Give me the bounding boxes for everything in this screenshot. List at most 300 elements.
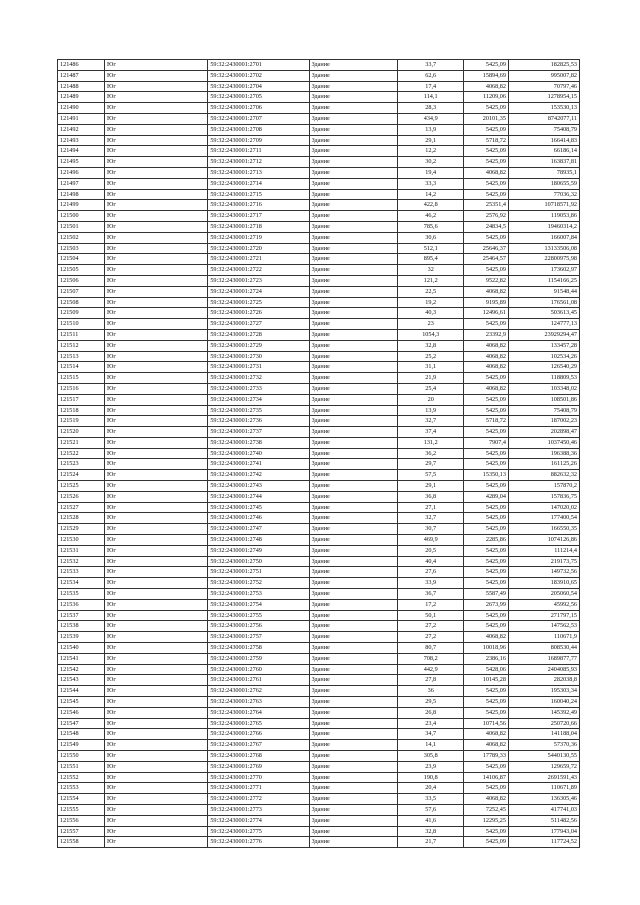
cadastral-value-cell: 882632,32 bbox=[508, 470, 579, 481]
object-type-cell: Здание bbox=[309, 491, 398, 502]
object-type-cell: Здание bbox=[309, 351, 398, 362]
row-number-cell: 121488 bbox=[58, 81, 105, 92]
object-type-cell: Здание bbox=[309, 459, 398, 470]
row-number-cell: 121491 bbox=[58, 113, 105, 124]
cadastral-number-cell: 59:32:2430001:2771 bbox=[208, 783, 309, 794]
cadastral-value-cell: 163837,81 bbox=[508, 157, 579, 168]
table-row bbox=[58, 92, 580, 103]
cadastral-value-cell: 10718571,92 bbox=[508, 200, 579, 211]
area-cell: 21,9 bbox=[398, 373, 464, 384]
area-cell: 33,9 bbox=[398, 578, 464, 589]
cadastral-value-cell: 157870,2 bbox=[508, 481, 579, 492]
unit-value-cell: 5425,09 bbox=[464, 697, 509, 708]
cadastral-value-cell: 78935,1 bbox=[508, 167, 579, 178]
unit-value-cell: 5425,09 bbox=[464, 502, 509, 513]
district-cell: Юг bbox=[104, 308, 207, 319]
district-cell: Юг bbox=[104, 135, 207, 146]
row-number-cell: 121508 bbox=[58, 297, 105, 308]
district-cell: Юг bbox=[104, 211, 207, 222]
district-cell: Юг bbox=[104, 556, 207, 567]
cadastral-value-cell: 205060,54 bbox=[508, 589, 579, 600]
unit-value-cell: 5425,09 bbox=[464, 707, 509, 718]
district-cell: Юг bbox=[104, 437, 207, 448]
table-row bbox=[58, 232, 580, 243]
area-cell: 37,4 bbox=[398, 427, 464, 438]
district-cell: Юг bbox=[104, 146, 207, 157]
cadastral-value-cell: 110671,89 bbox=[508, 783, 579, 794]
district-cell: Юг bbox=[104, 610, 207, 621]
cadastral-number-cell: 59:32:2430001:2755 bbox=[208, 610, 309, 621]
unit-value-cell: 5425,09 bbox=[464, 459, 509, 470]
cadastral-number-cell: 59:32:2430001:2742 bbox=[208, 470, 309, 481]
area-cell: 442,9 bbox=[398, 664, 464, 675]
cadastral-value-cell: 195303,34 bbox=[508, 686, 579, 697]
row-number-cell: 121534 bbox=[58, 578, 105, 589]
unit-value-cell: 5425,09 bbox=[464, 232, 509, 243]
table-row bbox=[58, 362, 580, 373]
object-type-cell: Здание bbox=[309, 146, 398, 157]
unit-value-cell: 5425,09 bbox=[464, 448, 509, 459]
table-row bbox=[58, 697, 580, 708]
unit-value-cell: 7252,45 bbox=[464, 804, 509, 815]
unit-value-cell: 5425,09 bbox=[464, 427, 509, 438]
cadastral-number-cell: 59:32:2430001:2709 bbox=[208, 135, 309, 146]
unit-value-cell: 25464,57 bbox=[464, 254, 509, 265]
table-row bbox=[58, 826, 580, 837]
object-type-cell: Здание bbox=[309, 632, 398, 643]
district-cell: Юг bbox=[104, 545, 207, 556]
table-row bbox=[58, 167, 580, 178]
cadastral-number-cell: 59:32:2430001:2734 bbox=[208, 394, 309, 405]
table-row bbox=[58, 718, 580, 729]
cadastral-value-cell: 282038,8 bbox=[508, 675, 579, 686]
area-cell: 469,9 bbox=[398, 535, 464, 546]
cadastral-value-cell: 147020,02 bbox=[508, 502, 579, 513]
cadastral-number-cell: 59:32:2430001:2769 bbox=[208, 761, 309, 772]
unit-value-cell: 2576,92 bbox=[464, 211, 509, 222]
district-cell: Юг bbox=[104, 200, 207, 211]
row-number-cell: 121499 bbox=[58, 200, 105, 211]
district-cell: Юг bbox=[104, 729, 207, 740]
cadastral-value-cell: 126540,29 bbox=[508, 362, 579, 373]
unit-value-cell: 5425,09 bbox=[464, 524, 509, 535]
table-row bbox=[58, 254, 580, 265]
cadastral-value-cell: 196388,36 bbox=[508, 448, 579, 459]
object-type-cell: Здание bbox=[309, 707, 398, 718]
area-cell: 14,2 bbox=[398, 189, 464, 200]
cadastral-value-cell: 75408,79 bbox=[508, 405, 579, 416]
table-row bbox=[58, 751, 580, 762]
object-type-cell: Здание bbox=[309, 232, 398, 243]
cadastral-number-cell: 59:32:2430001:2754 bbox=[208, 599, 309, 610]
cadastral-number-cell: 59:32:2430001:2745 bbox=[208, 502, 309, 513]
object-type-cell: Здание bbox=[309, 340, 398, 351]
row-number-cell: 121542 bbox=[58, 664, 105, 675]
object-type-cell: Здание bbox=[309, 589, 398, 600]
unit-value-cell: 5425,09 bbox=[464, 621, 509, 632]
row-number-cell: 121498 bbox=[58, 189, 105, 200]
object-type-cell: Здание bbox=[309, 653, 398, 664]
object-type-cell: Здание bbox=[309, 578, 398, 589]
district-cell: Юг bbox=[104, 632, 207, 643]
cadastral-number-cell: 59:32:2430001:2719 bbox=[208, 232, 309, 243]
area-cell: 27,2 bbox=[398, 621, 464, 632]
table-row bbox=[58, 459, 580, 470]
cadastral-value-cell: 22800975,98 bbox=[508, 254, 579, 265]
district-cell: Юг bbox=[104, 815, 207, 826]
unit-value-cell: 4068,82 bbox=[464, 286, 509, 297]
object-type-cell: Здание bbox=[309, 621, 398, 632]
table-row bbox=[58, 686, 580, 697]
cadastral-value-cell: 219173,75 bbox=[508, 556, 579, 567]
district-cell: Юг bbox=[104, 103, 207, 114]
area-cell: 12,2 bbox=[398, 146, 464, 157]
table-row bbox=[58, 124, 580, 135]
unit-value-cell: 5425,09 bbox=[464, 556, 509, 567]
cadastral-number-cell: 59:32:2430001:2713 bbox=[208, 167, 309, 178]
area-cell: 32,8 bbox=[398, 826, 464, 837]
object-type-cell: Здание bbox=[309, 308, 398, 319]
district-cell: Юг bbox=[104, 459, 207, 470]
unit-value-cell: 5425,09 bbox=[464, 103, 509, 114]
object-type-cell: Здание bbox=[309, 664, 398, 675]
cadastral-number-cell: 59:32:2430001:2759 bbox=[208, 653, 309, 664]
cadastral-number-cell: 59:32:2430001:2733 bbox=[208, 383, 309, 394]
row-number-cell: 121486 bbox=[58, 60, 105, 71]
cadastral-number-cell: 59:32:2430001:2749 bbox=[208, 545, 309, 556]
row-number-cell: 121515 bbox=[58, 373, 105, 384]
cadastral-value-cell: 124777,13 bbox=[508, 319, 579, 330]
cadastral-number-cell: 59:32:2430001:2774 bbox=[208, 815, 309, 826]
table-row bbox=[58, 589, 580, 600]
district-cell: Юг bbox=[104, 599, 207, 610]
table-row bbox=[58, 783, 580, 794]
cadastral-number-cell: 59:32:2430001:2735 bbox=[208, 405, 309, 416]
cadastral-value-cell: 511482,56 bbox=[508, 815, 579, 826]
table-row bbox=[58, 837, 580, 848]
cadastral-value-cell: 417741,03 bbox=[508, 804, 579, 815]
area-cell: 19,4 bbox=[398, 167, 464, 178]
unit-value-cell: 5428,06 bbox=[464, 664, 509, 675]
row-number-cell: 121494 bbox=[58, 146, 105, 157]
unit-value-cell: 5425,09 bbox=[464, 265, 509, 276]
cadastral-number-cell: 59:32:2430001:2723 bbox=[208, 275, 309, 286]
area-cell: 1054,3 bbox=[398, 329, 464, 340]
cadastral-number-cell: 59:32:2430001:2731 bbox=[208, 362, 309, 373]
table-row bbox=[58, 761, 580, 772]
district-cell: Юг bbox=[104, 243, 207, 254]
object-type-cell: Здание bbox=[309, 243, 398, 254]
cadastral-number-cell: 59:32:2430001:2770 bbox=[208, 772, 309, 783]
unit-value-cell: 5425,09 bbox=[464, 178, 509, 189]
cadastral-number-cell: 59:32:2430001:2704 bbox=[208, 81, 309, 92]
unit-value-cell: 4068,82 bbox=[464, 362, 509, 373]
cadastral-number-cell: 59:32:2430001:2729 bbox=[208, 340, 309, 351]
row-number-cell: 121500 bbox=[58, 211, 105, 222]
row-number-cell: 121520 bbox=[58, 427, 105, 438]
unit-value-cell: 5425,09 bbox=[464, 124, 509, 135]
area-cell: 41,6 bbox=[398, 815, 464, 826]
cadastral-value-cell: 19460314,2 bbox=[508, 221, 579, 232]
area-cell: 305,8 bbox=[398, 751, 464, 762]
table-row bbox=[58, 513, 580, 524]
district-cell: Юг bbox=[104, 113, 207, 124]
object-type-cell: Здание bbox=[309, 772, 398, 783]
table-row bbox=[58, 578, 580, 589]
district-cell: Юг bbox=[104, 81, 207, 92]
unit-value-cell: 2285,86 bbox=[464, 535, 509, 546]
cadastral-number-cell: 59:32:2430001:2736 bbox=[208, 416, 309, 427]
cadastral-number-cell: 59:32:2430001:2732 bbox=[208, 373, 309, 384]
district-cell: Юг bbox=[104, 643, 207, 654]
area-cell: 32 bbox=[398, 265, 464, 276]
row-number-cell: 121509 bbox=[58, 308, 105, 319]
row-number-cell: 121503 bbox=[58, 243, 105, 254]
district-cell: Юг bbox=[104, 502, 207, 513]
row-number-cell: 121519 bbox=[58, 416, 105, 427]
area-cell: 114,1 bbox=[398, 92, 464, 103]
cadastral-value-cell: 176561,08 bbox=[508, 297, 579, 308]
object-type-cell: Здание bbox=[309, 524, 398, 535]
district-cell: Юг bbox=[104, 189, 207, 200]
unit-value-cell: 5425,09 bbox=[464, 826, 509, 837]
cadastral-number-cell: 59:32:2430001:2727 bbox=[208, 319, 309, 330]
area-cell: 30,2 bbox=[398, 157, 464, 168]
object-type-cell: Здание bbox=[309, 729, 398, 740]
unit-value-cell: 5425,09 bbox=[464, 567, 509, 578]
unit-value-cell: 20101,35 bbox=[464, 113, 509, 124]
area-cell: 17,2 bbox=[398, 599, 464, 610]
cadastral-number-cell: 59:32:2430001:2705 bbox=[208, 92, 309, 103]
cadastral-number-cell: 59:32:2430001:2758 bbox=[208, 643, 309, 654]
area-cell: 57,5 bbox=[398, 470, 464, 481]
object-type-cell: Здание bbox=[309, 178, 398, 189]
row-number-cell: 121531 bbox=[58, 545, 105, 556]
area-cell: 29,5 bbox=[398, 697, 464, 708]
cadastral-value-cell: 23929294,47 bbox=[508, 329, 579, 340]
row-number-cell: 121537 bbox=[58, 610, 105, 621]
area-cell: 36,8 bbox=[398, 491, 464, 502]
table-row bbox=[58, 535, 580, 546]
table-row bbox=[58, 815, 580, 826]
row-number-cell: 121528 bbox=[58, 513, 105, 524]
unit-value-cell: 5425,09 bbox=[464, 394, 509, 405]
object-type-cell: Здание bbox=[309, 783, 398, 794]
district-cell: Юг bbox=[104, 804, 207, 815]
row-number-cell: 121558 bbox=[58, 837, 105, 848]
cadastral-number-cell: 59:32:2430001:2744 bbox=[208, 491, 309, 502]
table-row bbox=[58, 804, 580, 815]
cadastral-number-cell: 59:32:2430001:2715 bbox=[208, 189, 309, 200]
cadastral-number-cell: 59:32:2430001:2753 bbox=[208, 589, 309, 600]
object-type-cell: Здание bbox=[309, 103, 398, 114]
cadastral-number-cell: 59:32:2430001:2767 bbox=[208, 740, 309, 751]
object-type-cell: Здание bbox=[309, 815, 398, 826]
cadastral-value-cell: 57370,36 bbox=[508, 740, 579, 751]
cadastral-value-cell: 147562,53 bbox=[508, 621, 579, 632]
area-cell: 13,9 bbox=[398, 405, 464, 416]
cadastral-value-cell: 157836,75 bbox=[508, 491, 579, 502]
area-cell: 80,7 bbox=[398, 643, 464, 654]
object-type-cell: Здание bbox=[309, 761, 398, 772]
object-type-cell: Здание bbox=[309, 610, 398, 621]
object-type-cell: Здание bbox=[309, 502, 398, 513]
cadastral-value-cell: 70797,46 bbox=[508, 81, 579, 92]
cadastral-number-cell: 59:32:2430001:2768 bbox=[208, 751, 309, 762]
area-cell: 33,5 bbox=[398, 794, 464, 805]
cadastral-number-cell: 59:32:2430001:2764 bbox=[208, 707, 309, 718]
object-type-cell: Здание bbox=[309, 297, 398, 308]
row-number-cell: 121538 bbox=[58, 621, 105, 632]
district-cell: Юг bbox=[104, 92, 207, 103]
area-cell: 131,2 bbox=[398, 437, 464, 448]
table-row bbox=[58, 329, 580, 340]
object-type-cell: Здание bbox=[309, 556, 398, 567]
cadastral-number-cell: 59:32:2430001:2750 bbox=[208, 556, 309, 567]
cadastral-value-cell: 141188,04 bbox=[508, 729, 579, 740]
unit-value-cell: 4068,82 bbox=[464, 351, 509, 362]
cadastral-value-cell: 108501,86 bbox=[508, 394, 579, 405]
row-number-cell: 121539 bbox=[58, 632, 105, 643]
cadastral-number-cell: 59:32:2430001:2720 bbox=[208, 243, 309, 254]
unit-value-cell: 5425,09 bbox=[464, 60, 509, 71]
unit-value-cell: 5718,72 bbox=[464, 135, 509, 146]
object-type-cell: Здание bbox=[309, 794, 398, 805]
row-number-cell: 121504 bbox=[58, 254, 105, 265]
area-cell: 33,3 bbox=[398, 178, 464, 189]
object-type-cell: Здание bbox=[309, 427, 398, 438]
object-type-cell: Здание bbox=[309, 405, 398, 416]
cadastral-number-cell: 59:32:2430001:2743 bbox=[208, 481, 309, 492]
row-number-cell: 121533 bbox=[58, 567, 105, 578]
cadastral-number-cell: 59:32:2430001:2763 bbox=[208, 697, 309, 708]
district-cell: Юг bbox=[104, 707, 207, 718]
row-number-cell: 121543 bbox=[58, 675, 105, 686]
district-cell: Юг bbox=[104, 740, 207, 751]
object-type-cell: Здание bbox=[309, 362, 398, 373]
table-row bbox=[58, 707, 580, 718]
row-number-cell: 121522 bbox=[58, 448, 105, 459]
district-cell: Юг bbox=[104, 319, 207, 330]
area-cell: 20,4 bbox=[398, 783, 464, 794]
cadastral-number-cell: 59:32:2430001:2717 bbox=[208, 211, 309, 222]
table-row bbox=[58, 81, 580, 92]
table-row bbox=[58, 481, 580, 492]
table-row bbox=[58, 599, 580, 610]
area-cell: 46,2 bbox=[398, 211, 464, 222]
area-cell: 895,4 bbox=[398, 254, 464, 265]
district-cell: Юг bbox=[104, 416, 207, 427]
area-cell: 708,2 bbox=[398, 653, 464, 664]
table-row bbox=[58, 373, 580, 384]
object-type-cell: Здание bbox=[309, 751, 398, 762]
row-number-cell: 121524 bbox=[58, 470, 105, 481]
area-cell: 17,4 bbox=[398, 81, 464, 92]
area-cell: 27,1 bbox=[398, 502, 464, 513]
row-number-cell: 121510 bbox=[58, 319, 105, 330]
table-row bbox=[58, 70, 580, 81]
cadastral-value-cell: 111214,4 bbox=[508, 545, 579, 556]
row-number-cell: 121551 bbox=[58, 761, 105, 772]
cadastral-value-cell: 119053,86 bbox=[508, 211, 579, 222]
district-cell: Юг bbox=[104, 351, 207, 362]
object-type-cell: Здание bbox=[309, 92, 398, 103]
object-type-cell: Здание bbox=[309, 697, 398, 708]
district-cell: Юг bbox=[104, 589, 207, 600]
object-type-cell: Здание bbox=[309, 157, 398, 168]
row-number-cell: 121505 bbox=[58, 265, 105, 276]
cadastral-number-cell: 59:32:2430001:2747 bbox=[208, 524, 309, 535]
row-number-cell: 121530 bbox=[58, 535, 105, 546]
area-cell: 30,7 bbox=[398, 524, 464, 535]
cadastral-number-cell: 59:32:2430001:2737 bbox=[208, 427, 309, 438]
area-cell: 19,2 bbox=[398, 297, 464, 308]
cadastral-value-cell: 1154166,25 bbox=[508, 275, 579, 286]
object-type-cell: Здание bbox=[309, 804, 398, 815]
unit-value-cell: 4068,82 bbox=[464, 740, 509, 751]
cadastral-value-cell: 2404085,93 bbox=[508, 664, 579, 675]
unit-value-cell: 5425,09 bbox=[464, 481, 509, 492]
cadastral-value-cell: 177943,04 bbox=[508, 826, 579, 837]
row-number-cell: 121544 bbox=[58, 686, 105, 697]
area-cell: 32,8 bbox=[398, 340, 464, 351]
area-cell: 32,7 bbox=[398, 416, 464, 427]
object-type-cell: Здание bbox=[309, 81, 398, 92]
cadastral-value-cell: 161125,26 bbox=[508, 459, 579, 470]
table-row bbox=[58, 621, 580, 632]
unit-value-cell: 5425,09 bbox=[464, 373, 509, 384]
area-cell: 14,1 bbox=[398, 740, 464, 751]
row-number-cell: 121489 bbox=[58, 92, 105, 103]
district-cell: Юг bbox=[104, 718, 207, 729]
unit-value-cell: 12295,25 bbox=[464, 815, 509, 826]
object-type-cell: Здание bbox=[309, 826, 398, 837]
cadastral-value-cell: 110671,9 bbox=[508, 632, 579, 643]
area-cell: 13,9 bbox=[398, 124, 464, 135]
district-cell: Юг bbox=[104, 686, 207, 697]
cadastral-value-cell: 995007,82 bbox=[508, 70, 579, 81]
unit-value-cell: 5587,49 bbox=[464, 589, 509, 600]
cadastral-value-cell: 118809,53 bbox=[508, 373, 579, 384]
row-number-cell: 121496 bbox=[58, 167, 105, 178]
area-cell: 32,7 bbox=[398, 513, 464, 524]
table-row bbox=[58, 524, 580, 535]
table-row bbox=[58, 448, 580, 459]
cadastral-value-cell: 1037450,46 bbox=[508, 437, 579, 448]
unit-value-cell: 5425,09 bbox=[464, 157, 509, 168]
table-row bbox=[58, 211, 580, 222]
table-body bbox=[58, 60, 580, 848]
cadastral-number-cell: 59:32:2430001:2760 bbox=[208, 664, 309, 675]
district-cell: Юг bbox=[104, 470, 207, 481]
district-cell: Юг bbox=[104, 535, 207, 546]
row-number-cell: 121507 bbox=[58, 286, 105, 297]
cadastral-value-cell: 177400,54 bbox=[508, 513, 579, 524]
cadastral-number-cell: 59:32:2430001:2714 bbox=[208, 178, 309, 189]
cadastral-value-cell: 503613,45 bbox=[508, 308, 579, 319]
row-number-cell: 121555 bbox=[58, 804, 105, 815]
unit-value-cell: 10145,28 bbox=[464, 675, 509, 686]
area-cell: 26,8 bbox=[398, 707, 464, 718]
object-type-cell: Здание bbox=[309, 167, 398, 178]
table-row bbox=[58, 491, 580, 502]
district-cell: Юг bbox=[104, 427, 207, 438]
district-cell: Юг bbox=[104, 513, 207, 524]
unit-value-cell: 5425,09 bbox=[464, 146, 509, 157]
object-type-cell: Здание bbox=[309, 383, 398, 394]
district-cell: Юг bbox=[104, 265, 207, 276]
district-cell: Юг bbox=[104, 383, 207, 394]
